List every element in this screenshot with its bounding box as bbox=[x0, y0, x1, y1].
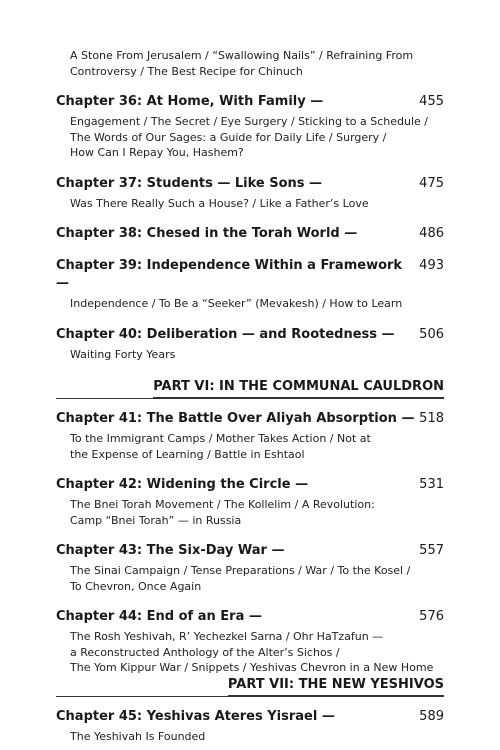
part-vi-header bbox=[56, 378, 444, 398]
chapter-page-number: 506 bbox=[419, 326, 444, 342]
chapter-page-number: 576 bbox=[419, 609, 444, 624]
description-line: The Words of Our Sages: a Guide for Daily Life / Surgery / bbox=[70, 130, 387, 144]
part-vi-rule bbox=[56, 398, 444, 402]
description-line: The Yeshivah Is Founded bbox=[70, 729, 206, 743]
chapter-description bbox=[70, 196, 444, 212]
part-title: PART VI: IN THE COMMUNAL CAULDRON bbox=[153, 378, 444, 398]
chapter-heading bbox=[56, 93, 444, 111]
chapter-page-number: 486 bbox=[419, 226, 444, 241]
chapter-title: Chapter 42: Widening the Circle — bbox=[56, 477, 309, 492]
chapter-title: Chapter 43: The Six-Day War — bbox=[56, 543, 285, 558]
chapter-heading bbox=[56, 708, 444, 726]
chapter-entry bbox=[56, 326, 444, 363]
part-vii-header bbox=[56, 676, 444, 696]
description-line: Independence / To Be a “Seeker” (Mevakesh) / How to Learn bbox=[70, 297, 403, 310]
chapter-description bbox=[70, 729, 444, 745]
description-line: the Expense of Learning / Battle in Eshtaol bbox=[70, 447, 305, 461]
description-line: The Rosh Yeshivah, R’ Yechezkel Sarna / Ohr HaTzafun — bbox=[70, 630, 384, 643]
chapter-heading bbox=[56, 410, 444, 428]
chapter-description bbox=[70, 114, 444, 161]
description-line: Controversy / The Best Recipe for Chinuch bbox=[70, 64, 303, 78]
chapter-entry bbox=[56, 476, 444, 528]
chapter-description bbox=[70, 296, 444, 312]
chapter-description bbox=[70, 497, 444, 528]
chapter-heading bbox=[56, 476, 444, 494]
chapter-entry bbox=[56, 708, 444, 745]
description-line: Was There Really Such a House? / Like a Father’s Love bbox=[70, 196, 369, 210]
chapter-group-c bbox=[56, 708, 444, 745]
chapter-description bbox=[70, 563, 444, 594]
intro-description bbox=[70, 48, 444, 79]
chapter-title: Chapter 45: Yeshivas Ateres Yisrael — bbox=[56, 708, 335, 724]
chapter-entry bbox=[56, 93, 444, 161]
description-line: To the Immigrant Camps / Mother Takes Action / Not at bbox=[70, 432, 371, 445]
chapter-page-number: 493 bbox=[419, 258, 444, 273]
chapter-page-number: 518 bbox=[419, 411, 444, 426]
chapter-page-number: 589 bbox=[419, 708, 444, 724]
description-line: A Stone From Jerusalem / “Swallowing Nails” / Refraining From bbox=[70, 49, 414, 62]
chapter-description bbox=[70, 629, 444, 676]
chapter-title: Chapter 41: The Battle Over Aliyah Absorption — bbox=[56, 411, 415, 426]
chapter-heading bbox=[56, 326, 444, 344]
chapter-heading bbox=[56, 175, 444, 193]
chapter-title: Chapter 40: Deliberation — and Rootedness — bbox=[56, 326, 395, 342]
chapter-heading bbox=[56, 225, 444, 243]
description-line: Waiting Forty Years bbox=[70, 347, 176, 361]
chapter-heading bbox=[56, 608, 444, 626]
chapter-title: Chapter 36: At Home, With Family — bbox=[56, 94, 324, 109]
chapter-title: Chapter 39: Independence Within a Framework — bbox=[56, 258, 403, 291]
description-line: The Yom Kippur War / Snippets / Yeshivas Chevron in a New Home bbox=[70, 661, 434, 674]
chapter-title: Chapter 44: End of an Era — bbox=[56, 609, 262, 624]
description-line: The Bnei Torah Movement / The Kollelim / A Revolution: bbox=[70, 498, 375, 511]
chapter-entry bbox=[56, 175, 444, 212]
chapter-entry bbox=[56, 257, 444, 312]
chapter-description bbox=[70, 431, 444, 462]
chapter-page-number: 455 bbox=[419, 94, 444, 109]
chapter-heading bbox=[56, 257, 444, 293]
chapter-description bbox=[70, 347, 444, 363]
chapter-title: Chapter 38: Chesed in the Torah World — bbox=[56, 226, 358, 241]
chapter-page-number: 531 bbox=[419, 477, 444, 492]
chapter-entry bbox=[56, 608, 444, 676]
description-line: How Can I Repay You, Hashem? bbox=[70, 146, 244, 159]
chapter-entry bbox=[56, 225, 444, 243]
part-vii-rule bbox=[56, 696, 444, 700]
description-line: a Reconstructed Anthology of the Alter’s Sichos / bbox=[70, 645, 340, 659]
chapter-group-b bbox=[56, 410, 444, 676]
description-line: The Sinai Campaign / Tense Preparations / War / To the Kosel / bbox=[70, 564, 411, 577]
table-of-contents bbox=[56, 48, 444, 744]
chapter-page-number: 557 bbox=[419, 543, 444, 558]
chapter-entry bbox=[56, 410, 444, 462]
part-title: PART VII: THE NEW YESHIVOS bbox=[228, 676, 444, 696]
description-line: Camp “Bnei Torah” — in Russia bbox=[70, 513, 242, 527]
chapter-group-a bbox=[56, 93, 444, 362]
description-line: Engagement / The Secret / Eye Surgery / Sticking to a Schedule / bbox=[70, 115, 428, 128]
chapter-entry bbox=[56, 542, 444, 594]
chapter-heading bbox=[56, 542, 444, 560]
chapter-title: Chapter 37: Students — Like Sons — bbox=[56, 175, 323, 191]
description-line: To Chevron, Once Again bbox=[70, 579, 202, 593]
chapter-page-number: 475 bbox=[419, 175, 444, 191]
